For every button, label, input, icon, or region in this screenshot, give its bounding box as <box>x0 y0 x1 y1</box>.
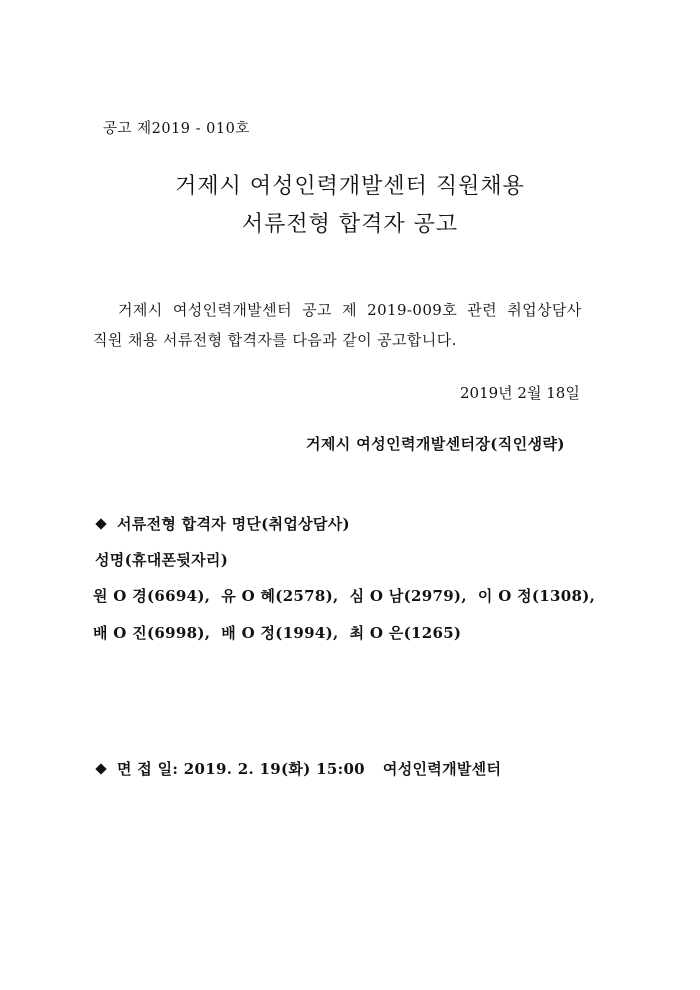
signer-name: 거제시 여성인력개발센터장(직인생략) <box>306 435 565 453</box>
list-caption: 성명(휴대폰뒷자리) <box>95 551 229 569</box>
document-title-line-2: 서류전형 합격자 공고 <box>241 212 459 237</box>
notice-number: 공고 제2019 - 010호 <box>103 121 250 137</box>
body-paragraph-line-1: 거제시 여성인력개발센터 공고 제 2019-009호 관련 취업상담사 <box>118 301 582 319</box>
candidate-names-line-1: 원 O 경(6694), 유 O 혜(2578), 심 O 남(2979), 이 O 정(1308), <box>93 587 596 605</box>
section-heading-text: 서류전형 합격자 명단(취업상담사) <box>117 515 350 533</box>
document-title-line-1: 거제시 여성인력개발센터 직원채용 <box>175 174 525 199</box>
diamond-bullet-icon <box>95 763 106 774</box>
interview-info <box>93 758 501 779</box>
interview-date-text: 면 접 일: 2019. 2. 19(화) 15:00 <box>117 760 365 778</box>
interview-place-text: 여성인력개발센터 <box>382 760 502 778</box>
body-paragraph-line-2: 직원 채용 서류전형 합격자를 다음과 같이 공고합니다. <box>93 331 457 349</box>
candidate-names-line-2: 배 O 진(6998), 배 O 정(1994), 최 O 은(1265) <box>93 624 462 642</box>
diamond-bullet-icon <box>95 518 106 529</box>
notice-date: 2019년 2월 18일 <box>460 384 580 402</box>
section-heading <box>93 513 350 534</box>
